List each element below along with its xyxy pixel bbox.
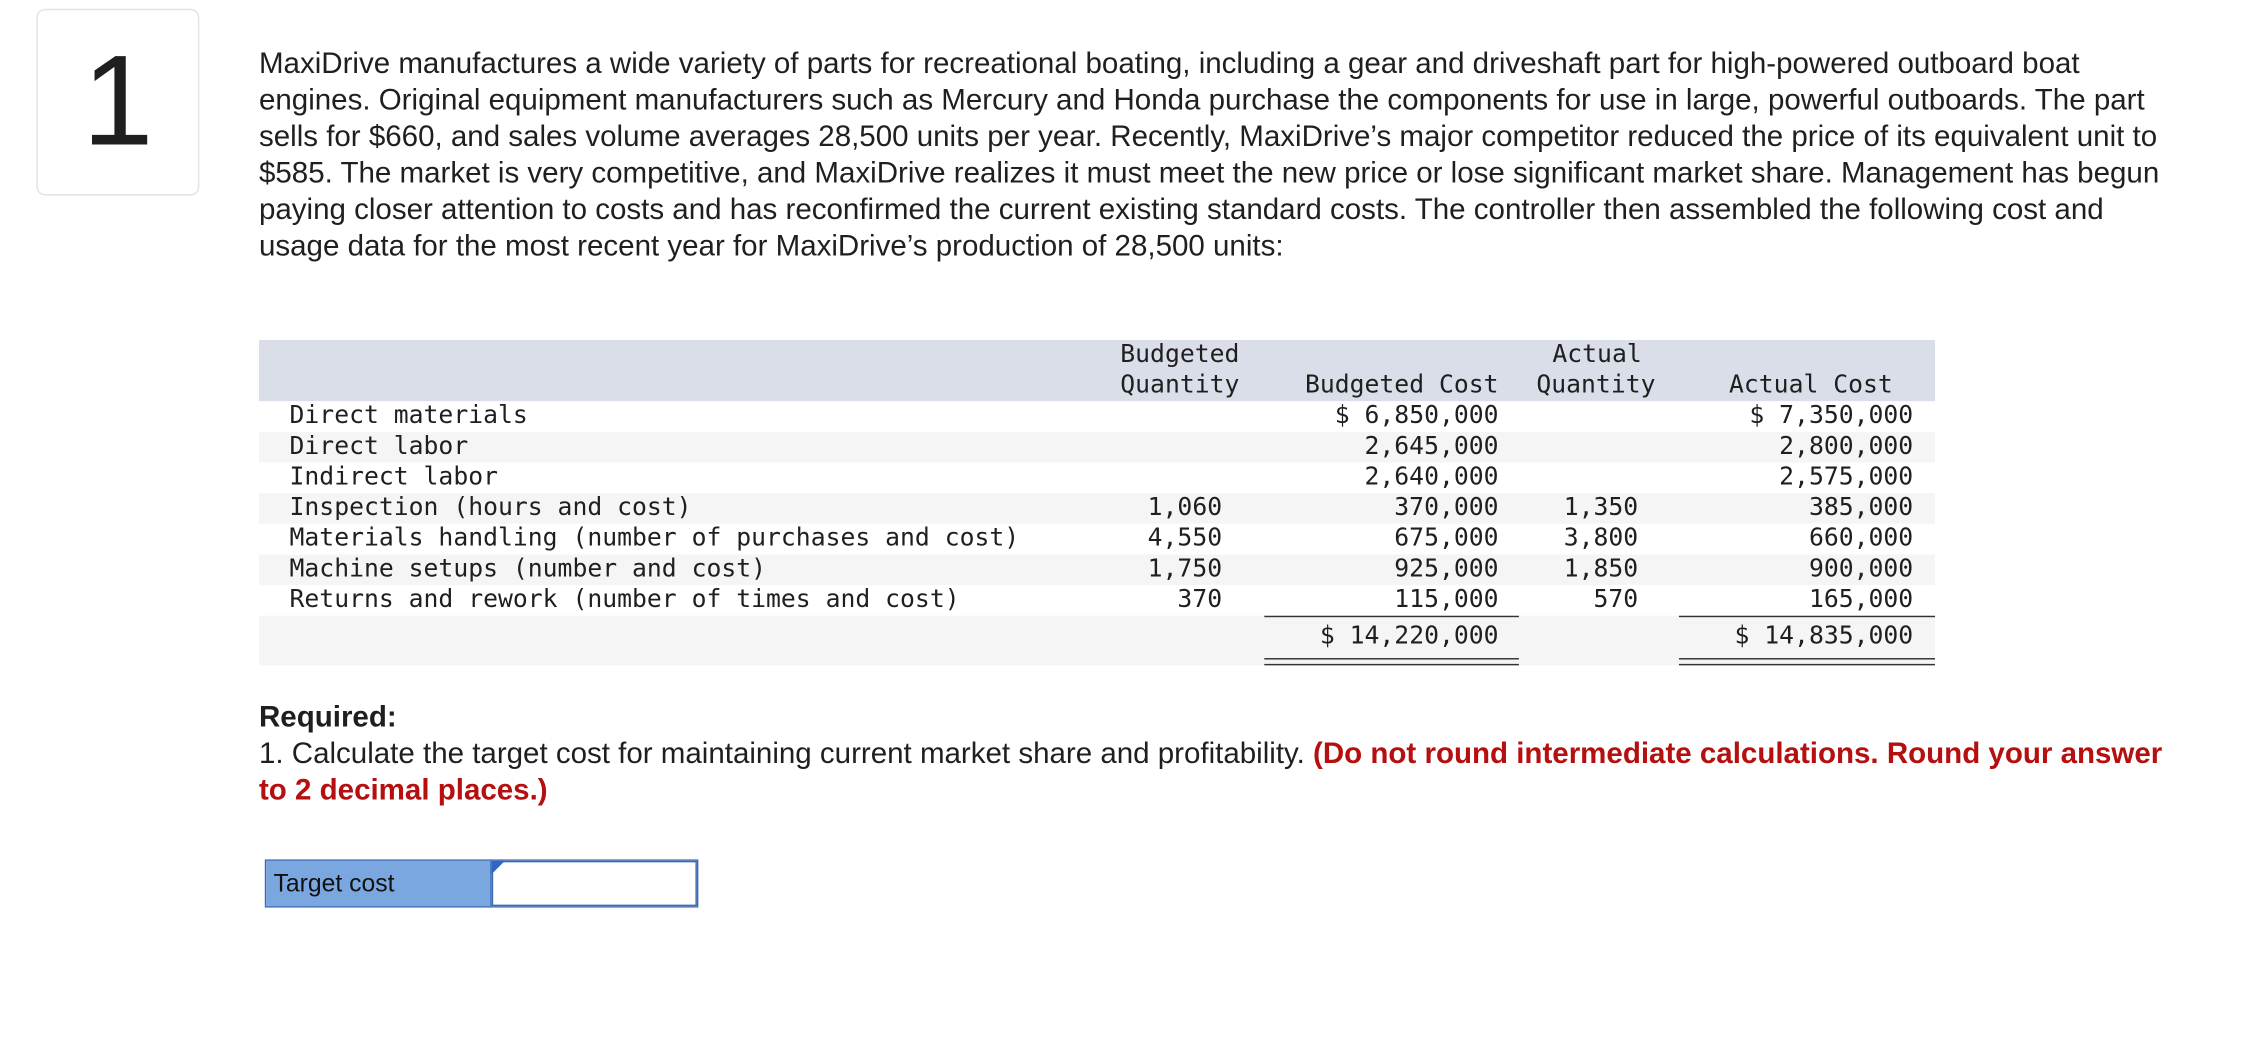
actual-cost-subtotal-rule [1679, 616, 1935, 617]
actual-quantity: 570 [1593, 585, 1639, 615]
actual-quantity: 3,800 [1563, 523, 1639, 553]
actual-quantity: 1,350 [1563, 493, 1639, 523]
question-number: 1 [82, 27, 154, 173]
budgeted-quantity: 4,550 [1147, 523, 1223, 553]
budgeted-cost: 2,640,000 [1364, 462, 1499, 492]
table-row [259, 554, 1935, 585]
question-text: MaxiDrive manufactures a wide variety of parts for recreational boating, including a gear and driveshaft part for high-powered outboard boat engines. Original equipment manufacturers such as Mercury and Honda purchase the components for use in large, powerful outboards. The part sells for $660, and sales volume averages 28,500 units per year. Recently, MaxiDrive’s major competitor reduced the price of its equivalent unit to $585. The market is very competitive, and MaxiDrive realizes it must meet the new price or lose significant market share. Management has begun paying closer attention to costs and has reconfirmed the current existing standard costs. The controller then assembled the following cost and usage data for the most recent year for MaxiDrive’s production of 28,500 units: [258, 48, 2160, 263]
actual-cost: 165,000 [1808, 585, 1914, 615]
target-cost-input-cell [492, 861, 697, 906]
actual-cost: 900,000 [1808, 554, 1914, 584]
target-cost-input[interactable] [493, 862, 695, 904]
target-cost-label: Target cost [266, 861, 492, 906]
row-label: Materials handling (number of purchases and cost) [289, 523, 1020, 553]
table-row [259, 585, 1935, 616]
header-budgeted-quantity-line2: Quantity [1120, 370, 1240, 400]
row-label: Returns and rework (number of times and cost) [289, 585, 960, 615]
header-actual-cost: Actual Cost [1729, 370, 1893, 400]
budgeted-cost-subtotal-rule [1264, 616, 1519, 617]
input-flag-icon [492, 861, 505, 874]
header-actual-quantity-line2: Quantity [1536, 370, 1656, 400]
actual-cost-total-double-rule [1679, 658, 1935, 665]
actual-cost: $ 7,350,000 [1749, 401, 1914, 431]
total-budgeted-cost: $ 14,220,000 [1319, 621, 1499, 651]
table-row [259, 432, 1935, 463]
actual-cost: 2,575,000 [1779, 462, 1914, 492]
header-budgeted-quantity-line1: Budgeted [1120, 339, 1240, 370]
table-row [259, 463, 1935, 494]
budgeted-quantity: 1,060 [1147, 493, 1223, 523]
row-label: Direct materials [289, 401, 528, 431]
row-label: Direct labor [289, 431, 469, 462]
required-heading: Required: [258, 701, 397, 734]
budgeted-cost: 925,000 [1394, 554, 1499, 584]
actual-quantity: 1,850 [1563, 554, 1639, 584]
row-label: Indirect labor [289, 462, 499, 492]
row-label: Inspection (hours and cost) [289, 493, 692, 523]
budgeted-cost: 2,645,000 [1364, 431, 1499, 462]
total-actual-cost: $ 14,835,000 [1734, 621, 1914, 651]
header-budgeted-cost: Budgeted Cost [1304, 370, 1499, 400]
budgeted-quantity: 370 [1177, 585, 1223, 615]
question-number-box [36, 9, 199, 196]
answer-table [265, 859, 699, 907]
table-row [259, 401, 1935, 432]
budgeted-cost: 370,000 [1394, 493, 1499, 523]
rounding-instruction: (Do not round intermediate calculations. Round your answer to 2 decimal places.) [258, 738, 2163, 807]
budgeted-cost: 115,000 [1394, 585, 1499, 615]
budgeted-cost-total-double-rule [1264, 658, 1519, 665]
table-row [259, 493, 1935, 524]
actual-cost: 660,000 [1808, 523, 1914, 553]
actual-cost: 2,800,000 [1779, 431, 1914, 462]
table-row [259, 524, 1935, 555]
table-header [259, 340, 1935, 401]
required-section [259, 700, 2177, 809]
budgeted-cost: 675,000 [1394, 523, 1499, 553]
header-actual-quantity-line1: Actual [1552, 339, 1642, 370]
budgeted-quantity: 1,750 [1147, 554, 1223, 584]
budgeted-cost: $ 6,850,000 [1334, 401, 1499, 431]
required-item [259, 737, 2177, 810]
actual-cost: 385,000 [1808, 493, 1914, 523]
required-item-text: 1. Calculate the target cost for maintaining current market share and profitability. [258, 738, 1305, 771]
row-label: Machine setups (number and cost) [289, 554, 767, 584]
